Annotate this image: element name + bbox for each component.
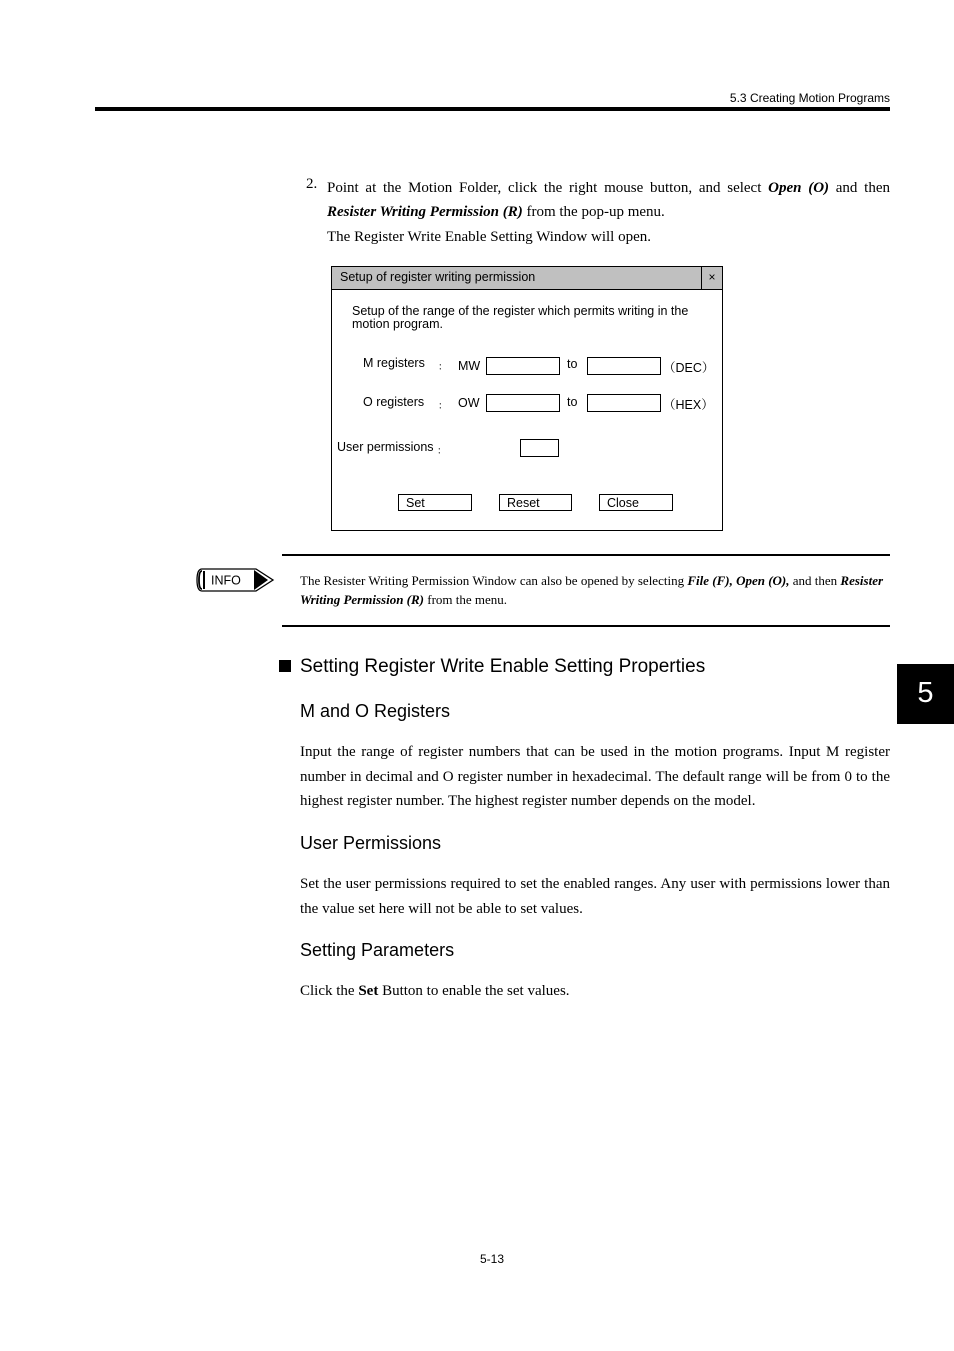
info-permission: Resister Writing Permission (R) [300, 573, 884, 607]
info-text-3: from the menu. [424, 592, 508, 607]
info-icon-shape [196, 566, 276, 594]
paragraph-setting-parameters [300, 979, 890, 1004]
o-to-field[interactable] [587, 394, 661, 412]
info-top-rule [282, 554, 890, 556]
subheading-m-o-registers: M and O Registers [300, 701, 451, 721]
register-permission-dialog [331, 266, 723, 531]
close-icon[interactable]: × [702, 267, 722, 290]
hex-unit: （HEX） [663, 398, 714, 412]
o-from-field[interactable] [486, 394, 560, 412]
paragraph-m-o-registers: Input the range of register numbers that can be used in the motion programs. Input M register number in decimal and O register number in hexadecimal. The default range will be from 0 to the highest register number. The highest register number depends on the model. [300, 744, 890, 809]
m-registers-label: M registers [363, 356, 425, 370]
info-text-1: The Resister Writing Permission Window can also be opened by selecting [300, 573, 688, 588]
user-permissions-label: User permissions [337, 440, 434, 454]
page-number: 5-13 [480, 1252, 505, 1266]
dialog-titlebar[interactable] [332, 267, 702, 290]
info-note [300, 571, 890, 609]
info-icon-label: INFO [211, 573, 241, 588]
step-text-2: and then [829, 180, 891, 196]
subheading-user-permissions: User Permissions [300, 833, 442, 853]
m-registers-colon: ： [438, 362, 448, 373]
param-text-1: Click the [300, 983, 359, 999]
step-text-1: Point at the Motion Folder, click the right mouse button, and select [327, 180, 769, 196]
header-rule [95, 107, 890, 111]
subheading-setting-parameters: Setting Parameters [300, 940, 455, 960]
o-to-label: to [567, 395, 578, 409]
dialog-title: Setup of register writing permission [340, 270, 536, 284]
ow-prefix: OW [458, 396, 480, 410]
menu-permission: Resister Writing Permission (R) [327, 204, 523, 220]
mw-prefix: MW [458, 359, 481, 373]
param-text-2: Button to enable the set values. [378, 983, 570, 999]
section-title: Setting Register Write Enable Setting Properties [300, 656, 706, 677]
close-button[interactable]: Close [599, 494, 673, 511]
reset-button[interactable]: Reset [499, 494, 572, 511]
o-registers-label: O registers [363, 395, 425, 409]
m-from-field[interactable] [486, 357, 560, 375]
info-text-2: and then [789, 573, 841, 588]
paragraph-user-permissions: Set the user permissions required to set the enabled ranges. Any user with permissions lower than the value set here will not be able to set values. [300, 876, 890, 917]
param-set-bold: Set [358, 983, 379, 999]
section-square-icon [279, 660, 291, 672]
dec-unit: （DEC） [663, 361, 715, 375]
chapter-tab: 5 [897, 664, 954, 724]
info-icon [196, 566, 276, 599]
step-text-3: from the pop-up menu. [522, 204, 665, 220]
menu-open: Open (O) [768, 180, 830, 196]
user-permissions-field[interactable] [520, 439, 559, 457]
info-bottom-rule [282, 625, 890, 627]
user-permissions-colon: ： [437, 446, 447, 457]
info-menu-path: File (F), Open (O), [687, 573, 790, 588]
step-instruction [327, 176, 890, 224]
set-button[interactable]: Set [398, 494, 472, 511]
o-registers-colon: ： [438, 401, 448, 412]
running-header: 5.3 Creating Motion Programs [729, 91, 890, 105]
dialog-description: Setup of the range of the register which permits writing in the motion program. [352, 304, 689, 331]
m-to-label: to [567, 357, 578, 371]
m-to-field[interactable] [587, 357, 661, 375]
step-result: The Register Write Enable Setting Window will open. [327, 229, 652, 245]
step-number: 2. [306, 176, 318, 192]
